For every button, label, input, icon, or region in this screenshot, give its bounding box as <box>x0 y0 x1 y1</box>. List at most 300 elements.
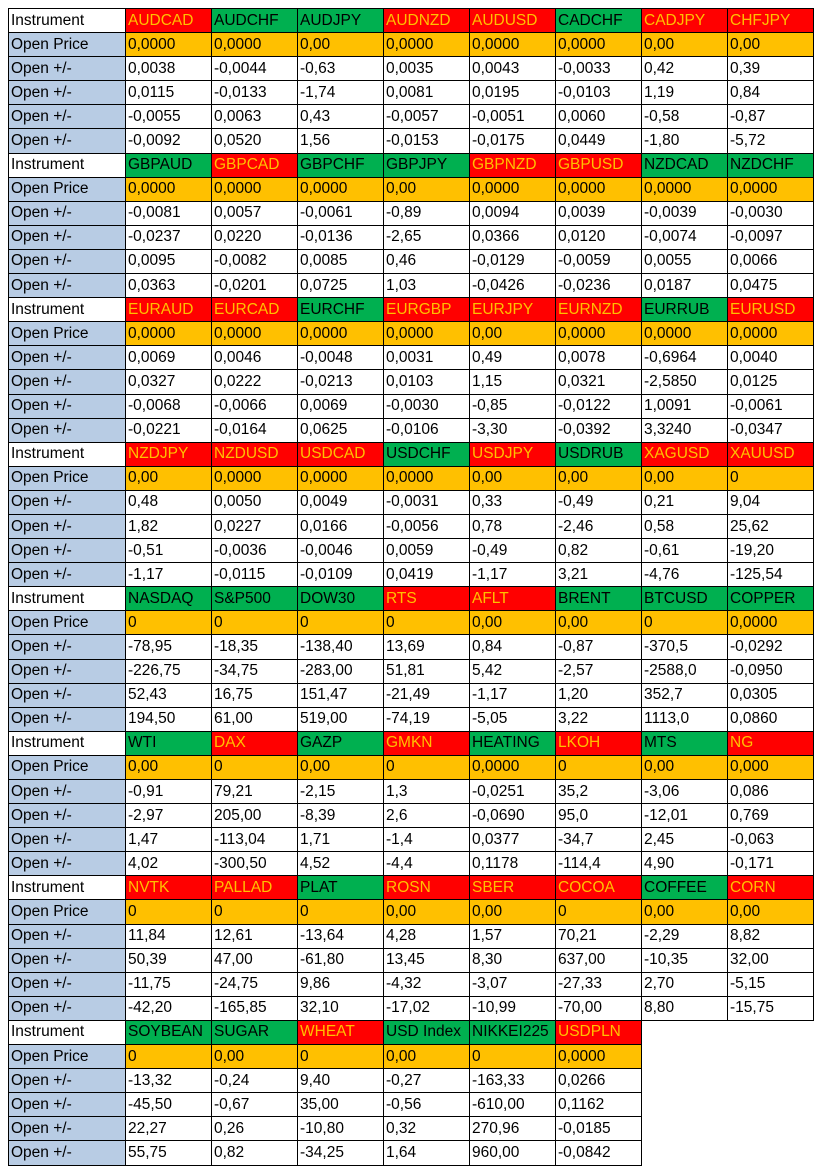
open-price-cell[interactable]: 0 <box>642 611 728 635</box>
row-label-open-diff[interactable]: Open +/- <box>9 105 126 129</box>
instrument-name-cell[interactable]: LKOH <box>556 731 642 755</box>
open-price-cell[interactable]: 0,00 <box>384 1045 470 1069</box>
open-price-cell[interactable]: 0,00 <box>470 322 556 346</box>
open-diff-cell[interactable]: 4,90 <box>642 852 728 876</box>
open-price-cell[interactable]: 0,00 <box>556 466 642 490</box>
instrument-name-cell[interactable]: AUDNZD <box>384 9 470 33</box>
open-price-cell[interactable]: 0,00 <box>384 177 470 201</box>
open-price-cell[interactable]: 0,0000 <box>470 33 556 57</box>
row-label-open-diff[interactable]: Open +/- <box>9 563 126 587</box>
open-diff-cell[interactable]: -0,0057 <box>384 105 470 129</box>
open-diff-cell[interactable]: 0,0038 <box>126 57 212 81</box>
open-diff-cell[interactable]: 0,0120 <box>556 225 642 249</box>
open-diff-cell[interactable]: 0,78 <box>470 514 556 538</box>
open-diff-cell[interactable]: 0,0043 <box>470 57 556 81</box>
instrument-name-cell[interactable]: NZDCHF <box>728 153 814 177</box>
open-diff-cell[interactable]: -0,0048 <box>298 346 384 370</box>
open-diff-cell[interactable]: 1,03 <box>384 274 470 298</box>
open-diff-cell[interactable]: -0,0213 <box>298 370 384 394</box>
open-diff-cell[interactable]: 8,80 <box>642 996 728 1020</box>
open-diff-cell[interactable]: -34,75 <box>212 659 298 683</box>
open-diff-cell[interactable]: -0,0092 <box>126 129 212 153</box>
open-diff-cell[interactable]: 0,32 <box>384 1117 470 1141</box>
open-price-cell[interactable]: 0,00 <box>556 611 642 635</box>
open-diff-cell[interactable]: -45,50 <box>126 1093 212 1117</box>
open-price-cell[interactable]: 0,0000 <box>556 1045 642 1069</box>
open-diff-cell[interactable]: -17,02 <box>384 996 470 1020</box>
open-price-cell[interactable]: 0,0000 <box>212 322 298 346</box>
open-diff-cell[interactable]: -1,80 <box>642 129 728 153</box>
open-diff-cell[interactable]: -0,0055 <box>126 105 212 129</box>
open-diff-cell[interactable]: 0,0066 <box>728 249 814 273</box>
instrument-name-cell[interactable]: DAX <box>212 731 298 755</box>
open-diff-cell[interactable]: -13,32 <box>126 1069 212 1093</box>
open-diff-cell[interactable]: -12,01 <box>642 804 728 828</box>
open-diff-cell[interactable]: 0,82 <box>212 1141 298 1165</box>
open-diff-cell[interactable]: -2,5850 <box>642 370 728 394</box>
open-diff-cell[interactable]: 1,20 <box>556 683 642 707</box>
open-price-cell[interactable]: 0,00 <box>728 33 814 57</box>
open-diff-cell[interactable]: 0,0094 <box>470 201 556 225</box>
open-price-cell[interactable]: 0 <box>212 900 298 924</box>
open-diff-cell[interactable]: -0,0153 <box>384 129 470 153</box>
open-diff-cell[interactable]: 47,00 <box>212 948 298 972</box>
open-diff-cell[interactable]: 0,0081 <box>384 81 470 105</box>
open-diff-cell[interactable]: 32,10 <box>298 996 384 1020</box>
open-price-cell[interactable]: 0 <box>126 611 212 635</box>
instrument-name-cell[interactable]: NG <box>728 731 814 755</box>
open-diff-cell[interactable]: 0,0327 <box>126 370 212 394</box>
open-diff-cell[interactable]: -2588,0 <box>642 659 728 683</box>
open-price-cell[interactable]: 0,0000 <box>126 177 212 201</box>
open-diff-cell[interactable]: 0,0222 <box>212 370 298 394</box>
open-diff-cell[interactable]: 55,75 <box>126 1141 212 1165</box>
open-diff-cell[interactable]: 0,0057 <box>212 201 298 225</box>
instrument-name-cell[interactable]: GBPJPY <box>384 153 470 177</box>
open-diff-cell[interactable]: -0,0033 <box>556 57 642 81</box>
open-diff-cell[interactable]: -2,15 <box>298 780 384 804</box>
open-diff-cell[interactable]: -78,95 <box>126 635 212 659</box>
instrument-name-cell[interactable]: ROSN <box>384 876 470 900</box>
open-diff-cell[interactable]: 1113,0 <box>642 707 728 731</box>
open-diff-cell[interactable]: 0,1178 <box>470 852 556 876</box>
instrument-name-cell[interactable]: GBPCHF <box>298 153 384 177</box>
open-diff-cell[interactable]: 0,1162 <box>556 1093 642 1117</box>
open-diff-cell[interactable]: -0,0164 <box>212 418 298 442</box>
open-diff-cell[interactable]: -0,85 <box>470 394 556 418</box>
open-diff-cell[interactable]: 13,45 <box>384 948 470 972</box>
open-diff-cell[interactable]: 12,61 <box>212 924 298 948</box>
instrument-name-cell[interactable]: NZDJPY <box>126 442 212 466</box>
open-diff-cell[interactable]: -0,0133 <box>212 81 298 105</box>
open-diff-cell[interactable]: 1,71 <box>298 828 384 852</box>
open-price-cell[interactable]: 0,00 <box>642 466 728 490</box>
open-diff-cell[interactable]: -0,0031 <box>384 490 470 514</box>
instrument-name-cell[interactable]: USDCAD <box>298 442 384 466</box>
open-diff-cell[interactable]: -0,0185 <box>556 1117 642 1141</box>
open-diff-cell[interactable]: -0,49 <box>556 490 642 514</box>
open-price-cell[interactable]: 0,00 <box>728 900 814 924</box>
open-diff-cell[interactable]: 4,02 <box>126 852 212 876</box>
open-price-cell[interactable]: 0,00 <box>642 755 728 779</box>
open-diff-cell[interactable]: 0,0055 <box>642 249 728 273</box>
open-diff-cell[interactable]: 352,7 <box>642 683 728 707</box>
row-label-open-diff[interactable]: Open +/- <box>9 1093 126 1117</box>
open-diff-cell[interactable]: -0,0036 <box>212 539 298 563</box>
instrument-name-cell[interactable]: EURJPY <box>470 298 556 322</box>
open-diff-cell[interactable]: -0,0426 <box>470 274 556 298</box>
open-diff-cell[interactable]: -5,15 <box>728 972 814 996</box>
open-price-cell[interactable]: 0 <box>126 1045 212 1069</box>
open-diff-cell[interactable]: 0,0475 <box>728 274 814 298</box>
open-price-cell[interactable]: 0,00 <box>470 900 556 924</box>
open-diff-cell[interactable]: -0,171 <box>728 852 814 876</box>
open-diff-cell[interactable]: 0,0363 <box>126 274 212 298</box>
open-price-cell[interactable]: 0,0000 <box>556 33 642 57</box>
open-price-cell[interactable]: 0 <box>212 755 298 779</box>
open-diff-cell[interactable]: 0,0321 <box>556 370 642 394</box>
open-diff-cell[interactable]: -0,0136 <box>298 225 384 249</box>
open-diff-cell[interactable]: -15,75 <box>728 996 814 1020</box>
row-label-open-diff[interactable]: Open +/- <box>9 1069 126 1093</box>
row-label-instrument[interactable]: Instrument <box>9 153 126 177</box>
open-price-cell[interactable]: 0,00 <box>212 1045 298 1069</box>
open-diff-cell[interactable]: 0,0063 <box>212 105 298 129</box>
open-diff-cell[interactable]: 0,0419 <box>384 563 470 587</box>
open-diff-cell[interactable]: -0,0292 <box>728 635 814 659</box>
instrument-name-cell[interactable]: XAGUSD <box>642 442 728 466</box>
open-diff-cell[interactable]: 151,47 <box>298 683 384 707</box>
open-diff-cell[interactable]: 1,15 <box>470 370 556 394</box>
open-price-cell[interactable]: 0,0000 <box>298 466 384 490</box>
open-price-cell[interactable]: 0,0000 <box>470 177 556 201</box>
open-diff-cell[interactable]: -0,87 <box>556 635 642 659</box>
open-diff-cell[interactable]: -0,063 <box>728 828 814 852</box>
open-diff-cell[interactable]: -27,33 <box>556 972 642 996</box>
instrument-name-cell[interactable]: USDCHF <box>384 442 470 466</box>
open-diff-cell[interactable]: -74,19 <box>384 707 470 731</box>
instrument-name-cell[interactable]: EURRUB <box>642 298 728 322</box>
open-diff-cell[interactable]: -138,40 <box>298 635 384 659</box>
open-diff-cell[interactable]: -0,0106 <box>384 418 470 442</box>
open-diff-cell[interactable]: -34,25 <box>298 1141 384 1165</box>
open-diff-cell[interactable]: -42,20 <box>126 996 212 1020</box>
open-diff-cell[interactable]: -0,0175 <box>470 129 556 153</box>
open-diff-cell[interactable]: 0,0078 <box>556 346 642 370</box>
open-diff-cell[interactable]: -3,06 <box>642 780 728 804</box>
open-diff-cell[interactable]: -3,30 <box>470 418 556 442</box>
open-diff-cell[interactable]: 95,0 <box>556 804 642 828</box>
row-label-open-diff[interactable]: Open +/- <box>9 996 126 1020</box>
open-diff-cell[interactable]: 4,28 <box>384 924 470 948</box>
open-diff-cell[interactable]: 0,21 <box>642 490 728 514</box>
instrument-name-cell[interactable]: AFLT <box>470 587 556 611</box>
open-diff-cell[interactable]: -0,0103 <box>556 81 642 105</box>
open-diff-cell[interactable]: 194,50 <box>126 707 212 731</box>
open-diff-cell[interactable]: -0,0097 <box>728 225 814 249</box>
open-price-cell[interactable]: 0,0000 <box>728 611 814 635</box>
instrument-name-cell[interactable]: MTS <box>642 731 728 755</box>
open-price-cell[interactable]: 0,0000 <box>470 755 556 779</box>
open-price-cell[interactable]: 0,0000 <box>384 322 470 346</box>
instrument-name-cell[interactable]: AUDUSD <box>470 9 556 33</box>
instrument-name-cell[interactable]: CADCHF <box>556 9 642 33</box>
open-diff-cell[interactable]: 0,0166 <box>298 514 384 538</box>
open-diff-cell[interactable]: 0,0095 <box>126 249 212 273</box>
open-diff-cell[interactable]: -0,0030 <box>384 394 470 418</box>
row-label-open-diff[interactable]: Open +/- <box>9 539 126 563</box>
open-diff-cell[interactable]: -1,17 <box>126 563 212 587</box>
open-diff-cell[interactable]: -0,67 <box>212 1093 298 1117</box>
open-diff-cell[interactable]: -300,50 <box>212 852 298 876</box>
row-label-instrument[interactable]: Instrument <box>9 731 126 755</box>
open-price-cell[interactable]: 0 <box>384 611 470 635</box>
open-diff-cell[interactable]: 0,84 <box>470 635 556 659</box>
open-diff-cell[interactable]: -0,0115 <box>212 563 298 587</box>
open-diff-cell[interactable]: 0,46 <box>384 249 470 273</box>
instrument-name-cell[interactable]: GBPCAD <box>212 153 298 177</box>
open-diff-cell[interactable]: 0,42 <box>642 57 728 81</box>
row-label-open-diff[interactable]: Open +/- <box>9 1117 126 1141</box>
instrument-name-cell[interactable]: WHEAT <box>298 1020 384 1044</box>
open-diff-cell[interactable]: -0,0051 <box>470 105 556 129</box>
instrument-name-cell[interactable]: EURAUD <box>126 298 212 322</box>
open-diff-cell[interactable]: -0,0237 <box>126 225 212 249</box>
open-diff-cell[interactable]: 11,84 <box>126 924 212 948</box>
open-price-cell[interactable]: 0 <box>298 900 384 924</box>
open-diff-cell[interactable]: 0,0220 <box>212 225 298 249</box>
open-diff-cell[interactable]: -2,29 <box>642 924 728 948</box>
row-label-open-price[interactable]: Open Price <box>9 466 126 490</box>
instrument-name-cell[interactable]: COPPER <box>728 587 814 611</box>
open-price-cell[interactable]: 0 <box>126 900 212 924</box>
open-diff-cell[interactable]: -0,0950 <box>728 659 814 683</box>
open-diff-cell[interactable]: 61,00 <box>212 707 298 731</box>
open-price-cell[interactable]: 0,0000 <box>556 322 642 346</box>
instrument-name-cell[interactable]: COFFEE <box>642 876 728 900</box>
open-diff-cell[interactable]: 0,84 <box>728 81 814 105</box>
instrument-name-cell[interactable]: EURNZD <box>556 298 642 322</box>
instrument-name-cell[interactable]: GBPNZD <box>470 153 556 177</box>
open-diff-cell[interactable]: -0,91 <box>126 780 212 804</box>
open-diff-cell[interactable]: 3,3240 <box>642 418 728 442</box>
open-diff-cell[interactable]: -0,87 <box>728 105 814 129</box>
open-price-cell[interactable]: 0,0000 <box>212 33 298 57</box>
open-diff-cell[interactable]: 3,21 <box>556 563 642 587</box>
open-price-cell[interactable]: 0,00 <box>470 611 556 635</box>
open-diff-cell[interactable]: -114,4 <box>556 852 642 876</box>
open-diff-cell[interactable]: 1,47 <box>126 828 212 852</box>
row-label-open-diff[interactable]: Open +/- <box>9 828 126 852</box>
open-diff-cell[interactable]: 5,42 <box>470 659 556 683</box>
open-diff-cell[interactable]: 0,48 <box>126 490 212 514</box>
open-diff-cell[interactable]: 0,086 <box>728 780 814 804</box>
open-diff-cell[interactable]: -24,75 <box>212 972 298 996</box>
instrument-name-cell[interactable]: HEATING <box>470 731 556 755</box>
instrument-name-cell[interactable]: COCOA <box>556 876 642 900</box>
row-label-open-diff[interactable]: Open +/- <box>9 346 126 370</box>
row-label-open-diff[interactable]: Open +/- <box>9 683 126 707</box>
open-price-cell[interactable]: 0,00 <box>470 466 556 490</box>
instrument-name-cell[interactable]: CHFJPY <box>728 9 814 33</box>
instrument-name-cell[interactable]: USDRUB <box>556 442 642 466</box>
open-diff-cell[interactable]: -0,0201 <box>212 274 298 298</box>
open-diff-cell[interactable]: -0,0074 <box>642 225 728 249</box>
open-diff-cell[interactable]: -163,33 <box>470 1069 556 1093</box>
open-price-cell[interactable]: 0,0000 <box>126 322 212 346</box>
open-diff-cell[interactable]: -5,05 <box>470 707 556 731</box>
open-diff-cell[interactable]: -70,00 <box>556 996 642 1020</box>
open-diff-cell[interactable]: -0,0039 <box>642 201 728 225</box>
row-label-open-price[interactable]: Open Price <box>9 755 126 779</box>
row-label-instrument[interactable]: Instrument <box>9 298 126 322</box>
open-price-cell[interactable]: 0,0000 <box>642 322 728 346</box>
open-diff-cell[interactable]: 32,00 <box>728 948 814 972</box>
row-label-open-diff[interactable]: Open +/- <box>9 129 126 153</box>
instrument-name-cell[interactable]: AUDCHF <box>212 9 298 33</box>
instrument-name-cell[interactable]: GBPUSD <box>556 153 642 177</box>
instrument-name-cell[interactable]: SBER <box>470 876 556 900</box>
open-diff-cell[interactable]: 0,0520 <box>212 129 298 153</box>
row-label-open-price[interactable]: Open Price <box>9 1045 126 1069</box>
open-diff-cell[interactable]: 2,6 <box>384 804 470 828</box>
open-diff-cell[interactable]: -10,99 <box>470 996 556 1020</box>
instrument-name-cell[interactable]: XAUUSD <box>728 442 814 466</box>
row-label-open-diff[interactable]: Open +/- <box>9 370 126 394</box>
instrument-name-cell[interactable]: BTCUSD <box>642 587 728 611</box>
open-diff-cell[interactable]: -0,61 <box>642 539 728 563</box>
open-diff-cell[interactable]: -0,0236 <box>556 274 642 298</box>
open-diff-cell[interactable]: -1,17 <box>470 563 556 587</box>
instrument-name-cell[interactable]: USD Index <box>384 1020 470 1044</box>
open-diff-cell[interactable]: -165,85 <box>212 996 298 1020</box>
open-price-cell[interactable]: 0,0000 <box>298 177 384 201</box>
open-diff-cell[interactable]: -0,0082 <box>212 249 298 273</box>
open-diff-cell[interactable]: -8,39 <box>298 804 384 828</box>
open-price-cell[interactable]: 0,0000 <box>556 177 642 201</box>
instrument-name-cell[interactable]: NASDAQ <box>126 587 212 611</box>
row-label-open-diff[interactable]: Open +/- <box>9 972 126 996</box>
instrument-name-cell[interactable]: GMKN <box>384 731 470 755</box>
open-diff-cell[interactable]: 1,64 <box>384 1141 470 1165</box>
instrument-name-cell[interactable]: GAZP <box>298 731 384 755</box>
open-diff-cell[interactable]: 2,70 <box>642 972 728 996</box>
open-diff-cell[interactable]: 0,0377 <box>470 828 556 852</box>
open-diff-cell[interactable]: 52,43 <box>126 683 212 707</box>
open-diff-cell[interactable]: -0,0251 <box>470 780 556 804</box>
instrument-name-cell[interactable]: GBPAUD <box>126 153 212 177</box>
open-diff-cell[interactable]: 0,0625 <box>298 418 384 442</box>
open-diff-cell[interactable]: 0,0860 <box>728 707 814 731</box>
row-label-open-diff[interactable]: Open +/- <box>9 81 126 105</box>
open-diff-cell[interactable]: -3,07 <box>470 972 556 996</box>
open-diff-cell[interactable]: -1,17 <box>470 683 556 707</box>
open-diff-cell[interactable]: 0,0266 <box>556 1069 642 1093</box>
instrument-name-cell[interactable]: PLAT <box>298 876 384 900</box>
open-diff-cell[interactable]: 960,00 <box>470 1141 556 1165</box>
open-diff-cell[interactable]: 270,96 <box>470 1117 556 1141</box>
instrument-name-cell[interactable]: PALLAD <box>212 876 298 900</box>
row-label-open-diff[interactable]: Open +/- <box>9 201 126 225</box>
open-price-cell[interactable]: 0 <box>556 900 642 924</box>
open-diff-cell[interactable]: -0,49 <box>470 539 556 563</box>
open-diff-cell[interactable]: -0,0068 <box>126 394 212 418</box>
instrument-name-cell[interactable]: CADJPY <box>642 9 728 33</box>
open-diff-cell[interactable]: 2,45 <box>642 828 728 852</box>
open-diff-cell[interactable]: 16,75 <box>212 683 298 707</box>
open-diff-cell[interactable]: 519,00 <box>298 707 384 731</box>
row-label-open-price[interactable]: Open Price <box>9 322 126 346</box>
open-diff-cell[interactable]: -5,72 <box>728 129 814 153</box>
open-diff-cell[interactable]: -0,0109 <box>298 563 384 587</box>
open-diff-cell[interactable]: -0,0046 <box>298 539 384 563</box>
open-diff-cell[interactable]: -0,0059 <box>556 249 642 273</box>
open-diff-cell[interactable]: 51,81 <box>384 659 470 683</box>
open-diff-cell[interactable]: 35,00 <box>298 1093 384 1117</box>
open-diff-cell[interactable]: -0,0392 <box>556 418 642 442</box>
open-diff-cell[interactable]: 0,0039 <box>556 201 642 225</box>
instrument-name-cell[interactable]: EURGBP <box>384 298 470 322</box>
open-price-cell[interactable]: 0,0000 <box>384 466 470 490</box>
open-diff-cell[interactable]: 0,43 <box>298 105 384 129</box>
row-label-open-diff[interactable]: Open +/- <box>9 852 126 876</box>
open-diff-cell[interactable]: 50,39 <box>126 948 212 972</box>
open-diff-cell[interactable]: 0,39 <box>728 57 814 81</box>
open-diff-cell[interactable]: 0,0059 <box>384 539 470 563</box>
row-label-open-diff[interactable]: Open +/- <box>9 490 126 514</box>
instrument-name-cell[interactable]: NZDCAD <box>642 153 728 177</box>
open-price-cell[interactable]: 0 <box>298 611 384 635</box>
open-diff-cell[interactable]: -61,80 <box>298 948 384 972</box>
open-diff-cell[interactable]: -4,32 <box>384 972 470 996</box>
open-diff-cell[interactable]: -0,27 <box>384 1069 470 1093</box>
instrument-name-cell[interactable]: CORN <box>728 876 814 900</box>
open-diff-cell[interactable]: 25,62 <box>728 514 814 538</box>
open-diff-cell[interactable]: 1,19 <box>642 81 728 105</box>
row-label-instrument[interactable]: Instrument <box>9 442 126 466</box>
row-label-open-diff[interactable]: Open +/- <box>9 948 126 972</box>
open-diff-cell[interactable]: 637,00 <box>556 948 642 972</box>
open-price-cell[interactable]: 0,0000 <box>728 177 814 201</box>
instrument-name-cell[interactable]: SOYBEAN <box>126 1020 212 1044</box>
open-diff-cell[interactable]: -0,0129 <box>470 249 556 273</box>
row-label-open-diff[interactable]: Open +/- <box>9 274 126 298</box>
open-diff-cell[interactable]: -10,35 <box>642 948 728 972</box>
open-diff-cell[interactable]: -2,97 <box>126 804 212 828</box>
open-diff-cell[interactable]: 9,04 <box>728 490 814 514</box>
open-diff-cell[interactable]: 0,0046 <box>212 346 298 370</box>
open-diff-cell[interactable]: -34,7 <box>556 828 642 852</box>
instrument-name-cell[interactable]: BRENT <box>556 587 642 611</box>
row-label-open-diff[interactable]: Open +/- <box>9 394 126 418</box>
instrument-name-cell[interactable]: RTS <box>384 587 470 611</box>
open-price-cell[interactable]: 0,0000 <box>384 33 470 57</box>
open-diff-cell[interactable]: -0,0690 <box>470 804 556 828</box>
open-price-cell[interactable]: 0 <box>556 755 642 779</box>
open-diff-cell[interactable]: 79,21 <box>212 780 298 804</box>
open-diff-cell[interactable]: 35,2 <box>556 780 642 804</box>
open-diff-cell[interactable]: 9,40 <box>298 1069 384 1093</box>
row-label-open-diff[interactable]: Open +/- <box>9 707 126 731</box>
open-diff-cell[interactable]: 0,58 <box>642 514 728 538</box>
open-diff-cell[interactable]: 0,0085 <box>298 249 384 273</box>
open-diff-cell[interactable]: 0,769 <box>728 804 814 828</box>
row-label-open-diff[interactable]: Open +/- <box>9 225 126 249</box>
open-diff-cell[interactable]: 0,0049 <box>298 490 384 514</box>
open-diff-cell[interactable]: 205,00 <box>212 804 298 828</box>
open-diff-cell[interactable]: 0,0069 <box>298 394 384 418</box>
open-diff-cell[interactable]: -2,46 <box>556 514 642 538</box>
